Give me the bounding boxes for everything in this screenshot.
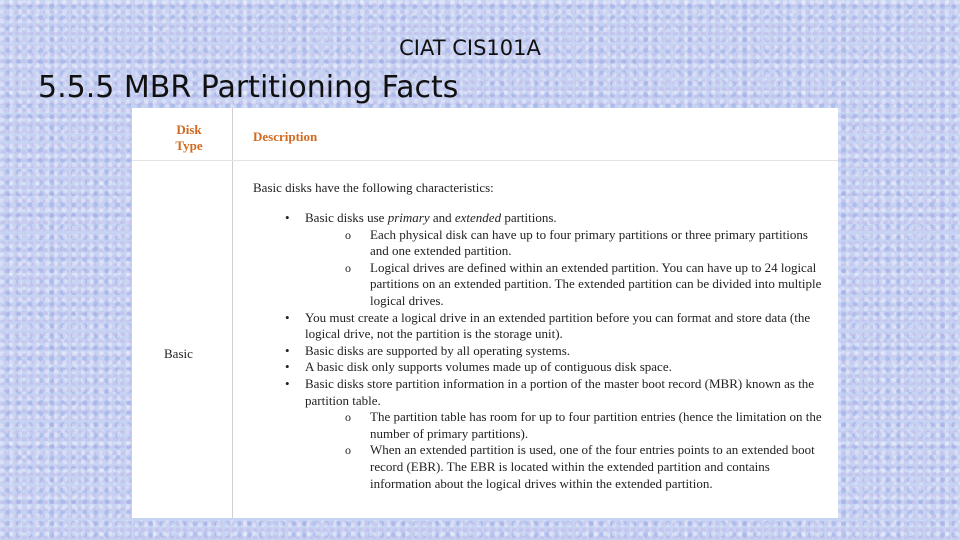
list-item — [253, 210, 823, 227]
sub-bullet-marker: o — [345, 260, 351, 275]
sub-list-item — [253, 227, 823, 260]
intro-text: Basic disks have the following characteristics: — [253, 180, 494, 195]
characteristics-list — [253, 210, 823, 227]
sub-bullet-marker: o — [345, 410, 351, 425]
bullet-text: Basic disks use — [305, 210, 388, 225]
emphasis-text: extended — [454, 210, 502, 225]
sub-list-item — [253, 260, 823, 310]
slide-title: 5.5.5 MBR Partitioning Facts — [38, 70, 459, 105]
disk-type-header: Disk Type — [175, 122, 203, 153]
sub-list-item — [253, 409, 823, 442]
list-item: • Basic disks are supported by all operating systems. — [253, 343, 823, 360]
sub-item-text: The partition table has room for up to four partition entries (hence the limitation on the number of primary partitions). — [370, 409, 822, 441]
bullet-text: and — [429, 210, 455, 225]
sub-list-item — [253, 442, 823, 492]
list-item: • A basic disk only supports volumes made up of contiguous disk space. — [253, 359, 823, 376]
emphasis-text: primary — [387, 210, 430, 225]
list-item: • Basic disks store partition information in a portion of the master boot record (MBR) known as the partition table. — [253, 376, 823, 409]
characteristics-list — [253, 310, 823, 410]
sub-bullet-marker: o — [345, 227, 351, 242]
description-header: Description — [253, 129, 318, 144]
sub-item-text: Each physical disk can have up to four primary partitions or three primary partitions and one extended partition. — [370, 226, 808, 259]
list-item: • You must create a logical drive in an extended partition before you can format and store data (the logical drive, not the partition is the storage unit). — [253, 310, 823, 343]
disk-type-cell: Basic — [164, 346, 193, 361]
header-divider — [132, 160, 838, 161]
course-header: CIAT CIS101A — [399, 36, 541, 60]
sub-item-text: Logical drives are defined within an extended partition. You can have up to 24 logical partitions on an extended partition. The extended partition can be divided into multiple logical drives. — [370, 259, 822, 308]
sub-item-text: When an extended partition is used, one of the four entries points to an extended boot record (EBR). The EBR is located within the extended partition and contains information about the logical drives within the extended partition. — [370, 442, 815, 491]
sub-bullet-marker: o — [345, 443, 351, 458]
disk-type-column — [132, 108, 233, 518]
document-table — [132, 108, 838, 518]
bullet-text: partitions. — [501, 210, 557, 225]
description-cell — [253, 180, 823, 492]
